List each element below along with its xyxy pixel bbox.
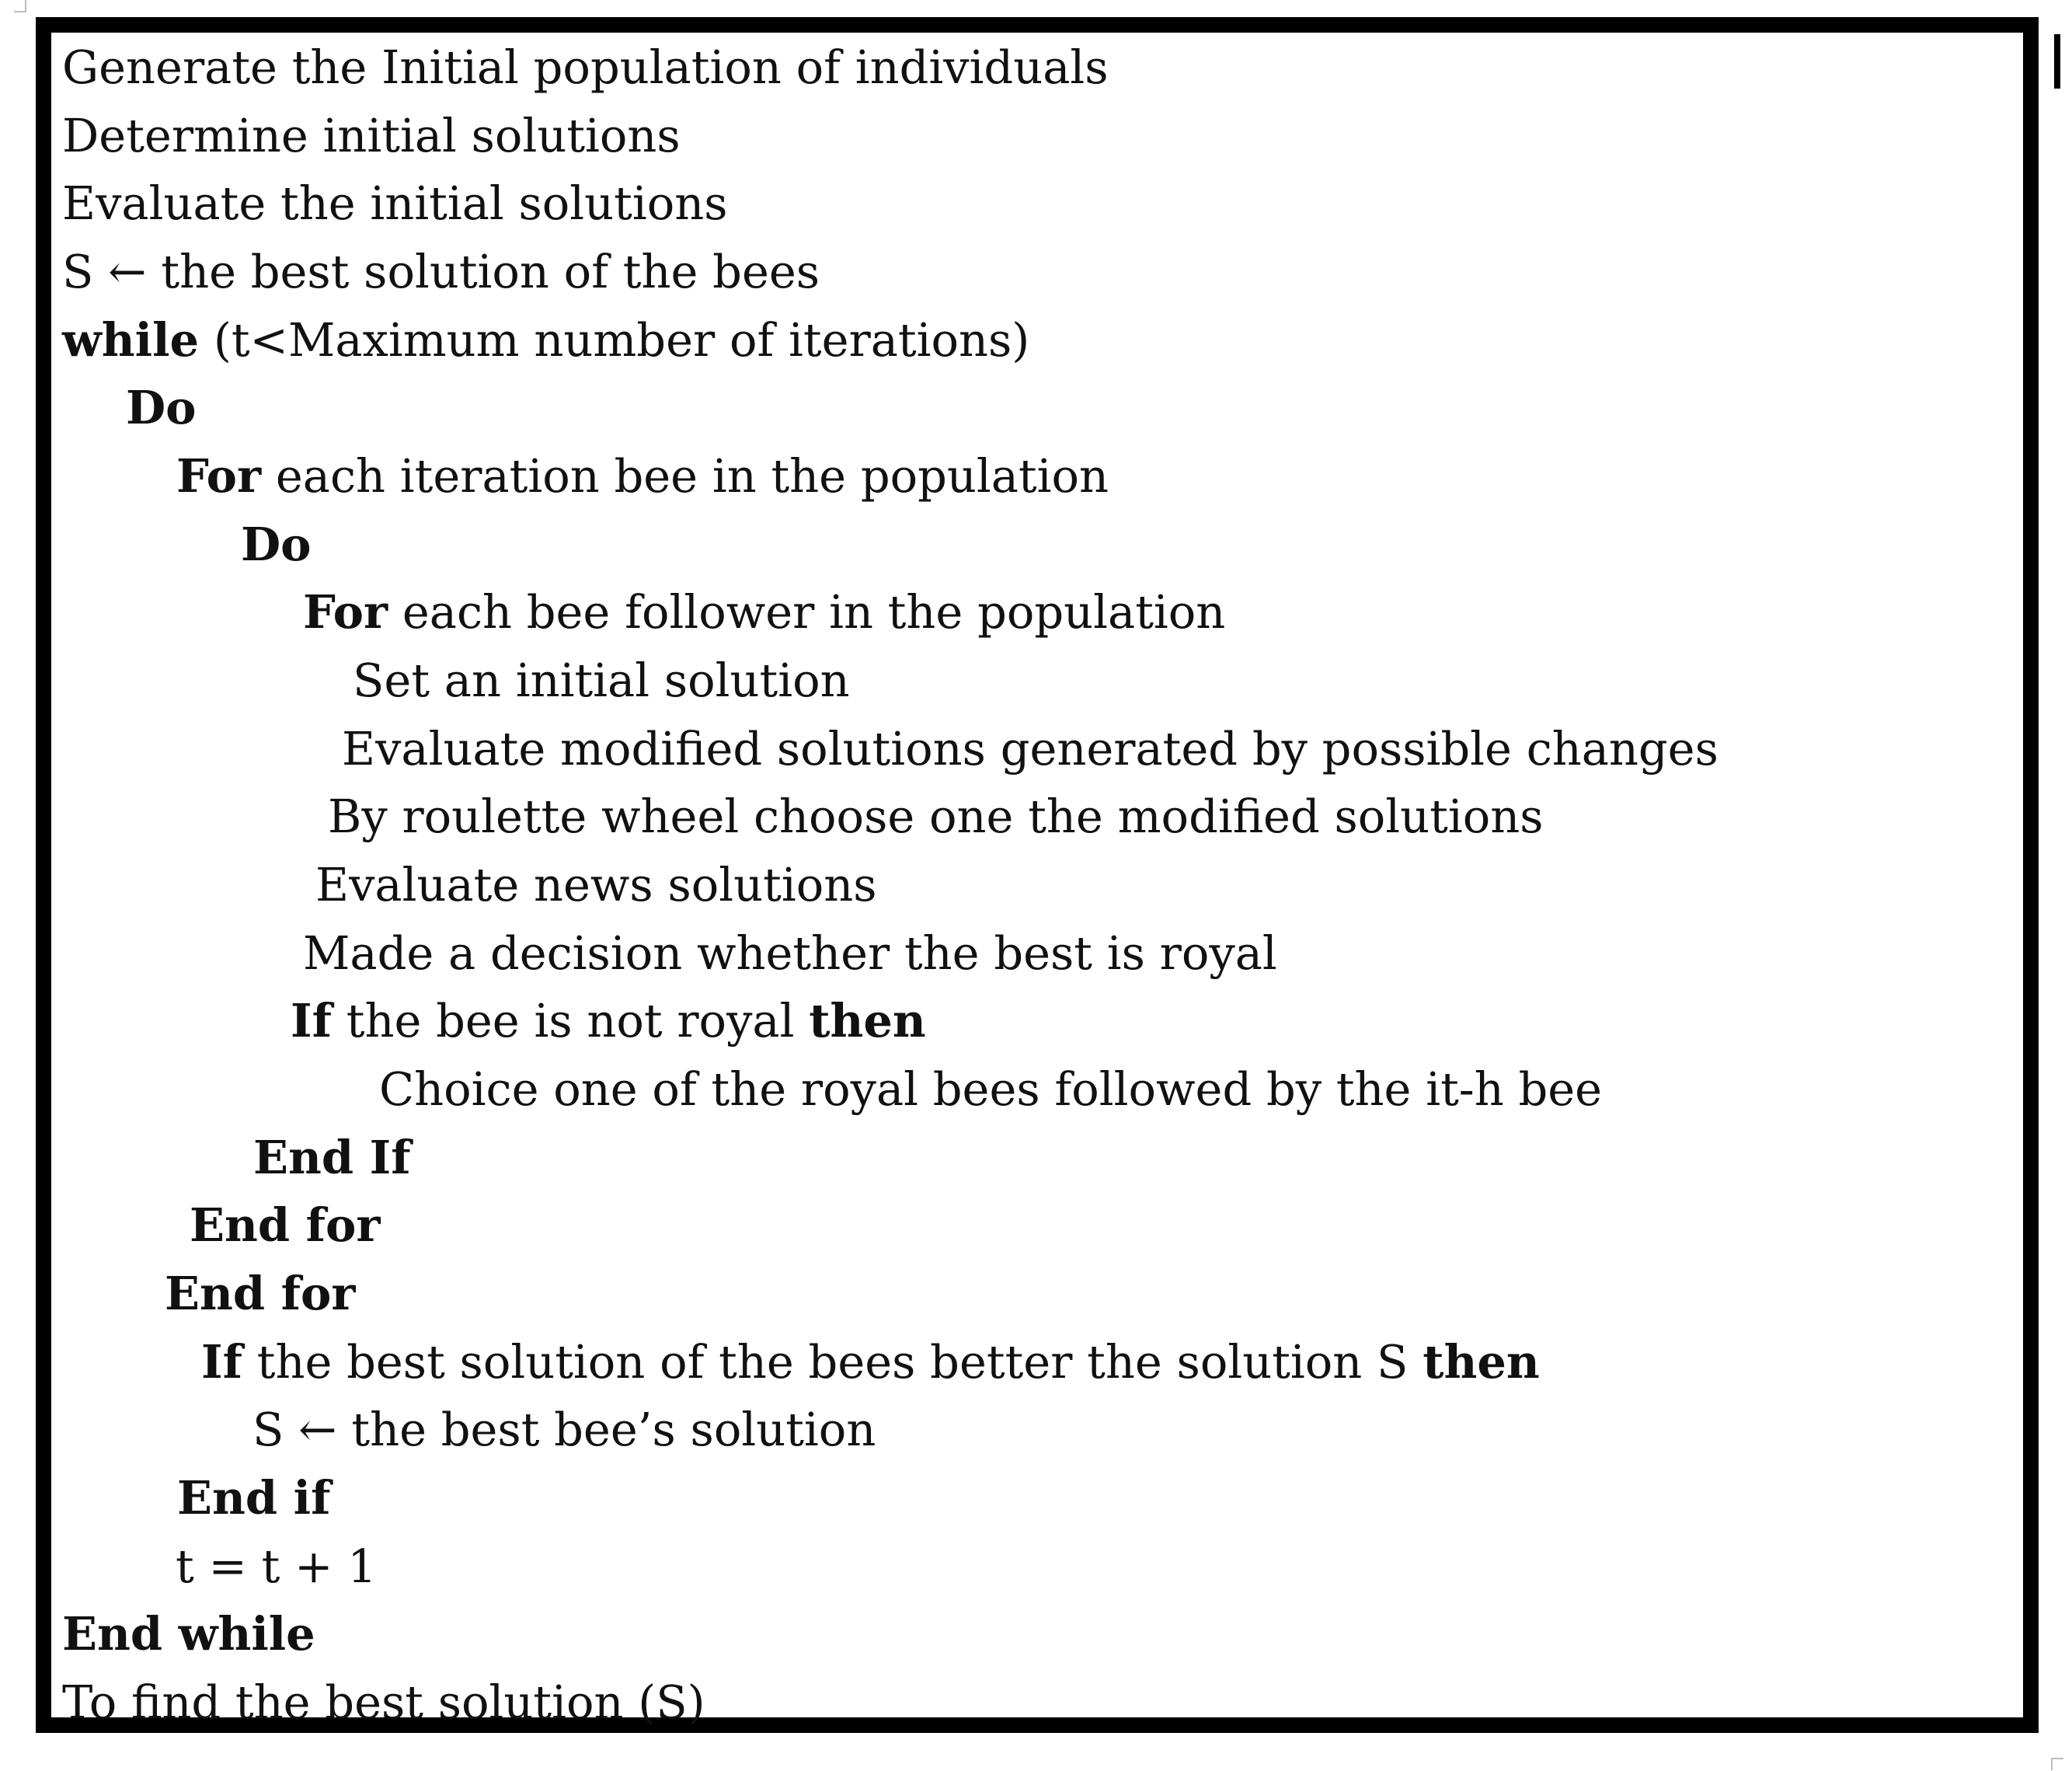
algo-line-8 [241, 517, 312, 573]
statement-text: Evaluate the initial solutions [62, 176, 728, 230]
statement-text: each bee follower in the population [388, 585, 1226, 639]
statement-text: S ← the best bee’s solution [252, 1403, 876, 1456]
statement-text: Determine initial solutions [62, 109, 681, 162]
keyword: then [809, 994, 926, 1048]
text-cursor-mark [2054, 34, 2060, 89]
keyword: End for [190, 1198, 381, 1252]
statement-text: the best solution of the bees better the solution S [242, 1335, 1423, 1389]
algo-line-13 [315, 857, 877, 913]
algo-line-10 [353, 653, 850, 709]
statement-text: Choice one of the royal bees followed by the it-h bee [379, 1062, 1603, 1116]
algo-line-4 [62, 244, 820, 300]
keyword: then [1423, 1335, 1540, 1389]
algo-line-23 [176, 1539, 377, 1595]
statement-text: Evaluate modified solutions generated by possible changes [342, 722, 1719, 776]
algo-line-2 [62, 108, 681, 164]
algo-line-12 [328, 789, 1544, 845]
algo-line-24 [62, 1606, 315, 1662]
algo-line-25 [62, 1675, 705, 1731]
keyword: If [201, 1335, 242, 1389]
algo-line-19 [165, 1266, 355, 1322]
keyword: For [176, 449, 262, 503]
algo-line-22 [177, 1470, 330, 1526]
algo-line-15 [291, 993, 926, 1049]
statement-text: Made a decision whether the best is royal [303, 926, 1277, 980]
algo-line-7 [176, 448, 1109, 504]
statement-text: the bee is not royal [331, 994, 810, 1048]
keyword: End If [253, 1131, 411, 1184]
statement-text: Evaluate news solutions [315, 858, 877, 912]
keyword: while [62, 313, 200, 367]
keyword: Do [241, 518, 312, 571]
keyword: Do [126, 381, 197, 434]
keyword: If [291, 994, 332, 1048]
algo-line-3 [62, 176, 728, 232]
statement-text: Set an initial solution [353, 654, 850, 707]
statement-text: t = t + 1 [176, 1539, 377, 1593]
statement-text: each iteration bee in the population [261, 449, 1109, 503]
algo-line-5 [62, 312, 1029, 368]
statement-text: By roulette wheel choose one the modified solutions [328, 790, 1544, 843]
algo-line-9 [303, 584, 1225, 640]
algo-line-18 [190, 1198, 380, 1253]
statement-text: (t<Maximum number of iterations) [199, 313, 1030, 367]
keyword: End for [165, 1267, 356, 1320]
keyword: For [303, 585, 388, 639]
algo-line-16 [379, 1062, 1602, 1117]
algo-line-17 [253, 1130, 411, 1186]
keyword: End if [177, 1471, 331, 1525]
algo-line-1 [62, 40, 1109, 96]
algo-line-14 [303, 926, 1277, 981]
algo-line-20 [201, 1334, 1540, 1390]
algo-line-6 [126, 380, 197, 436]
statement-text: To find the best solution (S) [62, 1675, 705, 1729]
algo-line-11 [342, 721, 1719, 777]
statement-text: S ← the best solution of the bees [62, 245, 820, 298]
crop-mark-bottom-right [2051, 1758, 2063, 1770]
statement-text: Generate the Initial population of individuals [62, 40, 1109, 94]
keyword: End while [62, 1607, 315, 1661]
crop-mark-top-left [14, 0, 26, 12]
algo-line-21 [252, 1402, 876, 1458]
